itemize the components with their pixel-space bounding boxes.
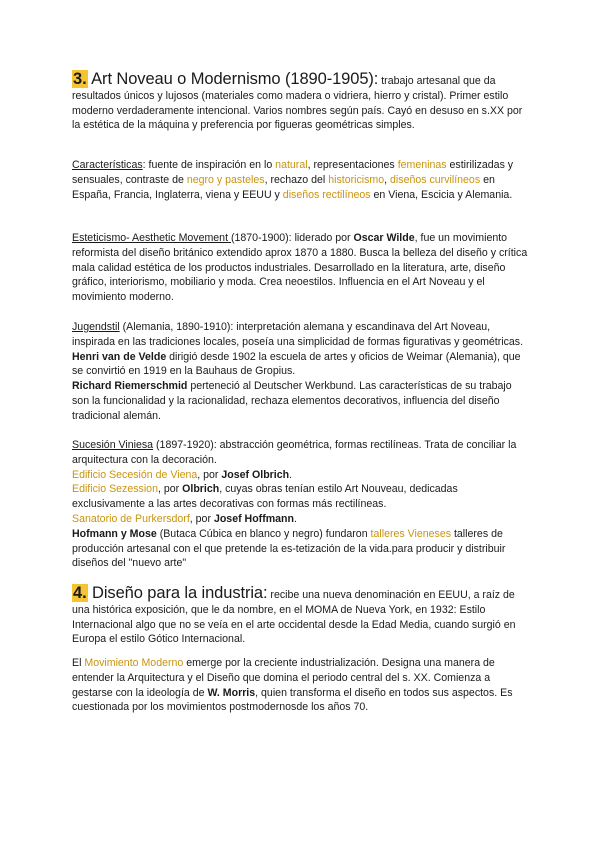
section-3-heading <box>72 70 378 88</box>
text: estirilizadas y sensuales, contraste de <box>72 159 514 186</box>
highlight: negro y pasteles <box>186 173 265 186</box>
text: en España, Francia, Inglaterra, viena y EEUU y <box>72 173 495 201</box>
text: El <box>72 657 85 669</box>
text: , fue un movimiento reformista del diseño británico extendido aprox 1870 a 1880. Busca la belleza del diseño y crítica mala calidad estética de los productos industriales. Desarrollado en la literatura, arte, diseño gráfico, interiorismo, mobiliario y moda. Crea neoestilos. Influencia en el Art Noveau y el movimiento moderno. <box>72 232 528 304</box>
section-3 <box>72 72 530 133</box>
section-4-paragraph <box>72 586 530 647</box>
highlight: Movimiento Moderno <box>84 657 184 669</box>
text: (1897-1920): abstracción geométrica, formas rectilíneas. Trata de conciliar la arquitectura con la decoración. <box>72 439 517 466</box>
section-3-title: Art Noveau o Modernismo (1890-1905): <box>91 70 379 88</box>
esteticismo-paragraph <box>72 231 530 305</box>
text: emerge por la creciente industrialización. Designa una manera de entender la Arquitectura y el Diseño que domina el periodo central del s. XX. Comienza a gestarse con la ideología de <box>72 657 495 699</box>
highlight: historicismo <box>328 173 385 186</box>
section-4-heading <box>72 584 267 602</box>
bold-name: Olbrich <box>182 483 220 496</box>
text: dirigió desde 1902 la escuela de artes y oficios de Weimar (Alemania), que se convirtió en 1919 en la Bauhaus de Gropius. <box>72 350 521 378</box>
highlight: Edificio Sezession <box>72 483 158 496</box>
bold-name: Josef Olbrich <box>221 468 290 481</box>
text: (Alemania, 1890-1910): interpretación alemana y escandinava del Art Noveau, inspirada en las tradiciones locales, poseía una simplicidad de formas figurativas y geométricas. <box>72 321 524 348</box>
text: , cuyas obras tenían estilo Art Nouveau, dedicadas exclusivamente a las artes decorativas con formas más rectilíneas. <box>72 483 458 511</box>
text: , por <box>157 483 183 496</box>
highlight: diseños curvilíneos <box>390 173 481 186</box>
text: , quien transforma el diseño en todos sus aspectos. Es cuestionada por los movimientos postmodernosde los años 70. <box>72 686 513 714</box>
highlight: diseños rectilíneos <box>282 188 371 201</box>
bold-name: W. Morris <box>207 686 256 699</box>
text: (1870-1900): liderado por <box>230 232 354 244</box>
sucesion-paragraph <box>72 438 530 571</box>
text: perteneció al Deutscher Werkbund. Las características de su trabajo son la funcionalidad y la racionalidad, rechaza elementos decorativos, influencia del diseño tradicional alemán. <box>72 380 512 422</box>
section-3-intro: trabajo artesanal que da resultados únicos y lujosos (materiales como madera o vidriera, hierro y cristal). Primer estilo moderno verdaderamente intencional. Varios nombres según país. Cayó en desuso en s.XX por la estética de la máquina y preferencia por figueras geométricas simples. <box>72 75 523 132</box>
jugendstil-label: Jugendstil <box>72 321 120 333</box>
text: talleres de producción artesanal con el que pretende la es-tetización de la vida.para producir y distribuir diseños del "nuevo arte" <box>72 527 506 570</box>
bold-name: Hofmann y Mose <box>72 527 157 540</box>
text: , representaciones <box>307 159 398 171</box>
highlight: Edificio Secesión de Viena <box>72 468 198 481</box>
text: , rechazo del <box>264 173 329 186</box>
section-4-title: Diseño para la industria: <box>92 584 268 602</box>
section-3-number: 3. <box>73 70 87 88</box>
section-4-number: 4. <box>73 584 87 602</box>
text: . <box>294 512 297 525</box>
bold-name: Richard Riemerschmid <box>72 380 188 393</box>
text: , por <box>189 512 214 525</box>
text: . <box>289 468 293 481</box>
highlight: talleres Vieneses <box>370 527 452 540</box>
text: : fuente de inspiración en lo <box>142 159 276 171</box>
highlight: natural <box>275 159 308 171</box>
caracteristicas-paragraph <box>72 158 530 202</box>
section-4-intro: recibe una nueva denominación en EEUU, a raíz de una histórica exposición, que le da nombre, en el MOMA de Nueva York, en 1932: Estilo Internacional algo que no se veía en el arte occidental desde la Edad Media, cuando surgió en Europa el estilo Gótico Internacional. <box>72 589 516 646</box>
bold-name: Josef Hoffmann <box>213 512 294 525</box>
section-3-paragraph <box>72 72 530 133</box>
movimiento-moderno-paragraph <box>72 656 530 715</box>
highlight: Sanatorio de Purkersdorf <box>72 512 190 525</box>
sucesion-label: Sucesión Viniesa <box>72 439 154 451</box>
section-4 <box>72 586 530 647</box>
caracteristicas-label: Características <box>72 159 143 171</box>
jugendstil-paragraph <box>72 320 530 424</box>
bold-name: Oscar Wilde <box>353 232 415 244</box>
text: en Viena, Escicia y Alemania. <box>370 188 513 201</box>
text: , por <box>197 468 222 481</box>
text: , <box>384 173 391 186</box>
text: (Butaca Cúbica en blanco y negro) fundaron <box>156 527 371 540</box>
esteticismo-label: Esteticismo- Aesthetic Movement <box>72 232 231 244</box>
bold-name: Henri van de Velde <box>72 350 167 363</box>
highlight: femeninas <box>397 159 447 171</box>
